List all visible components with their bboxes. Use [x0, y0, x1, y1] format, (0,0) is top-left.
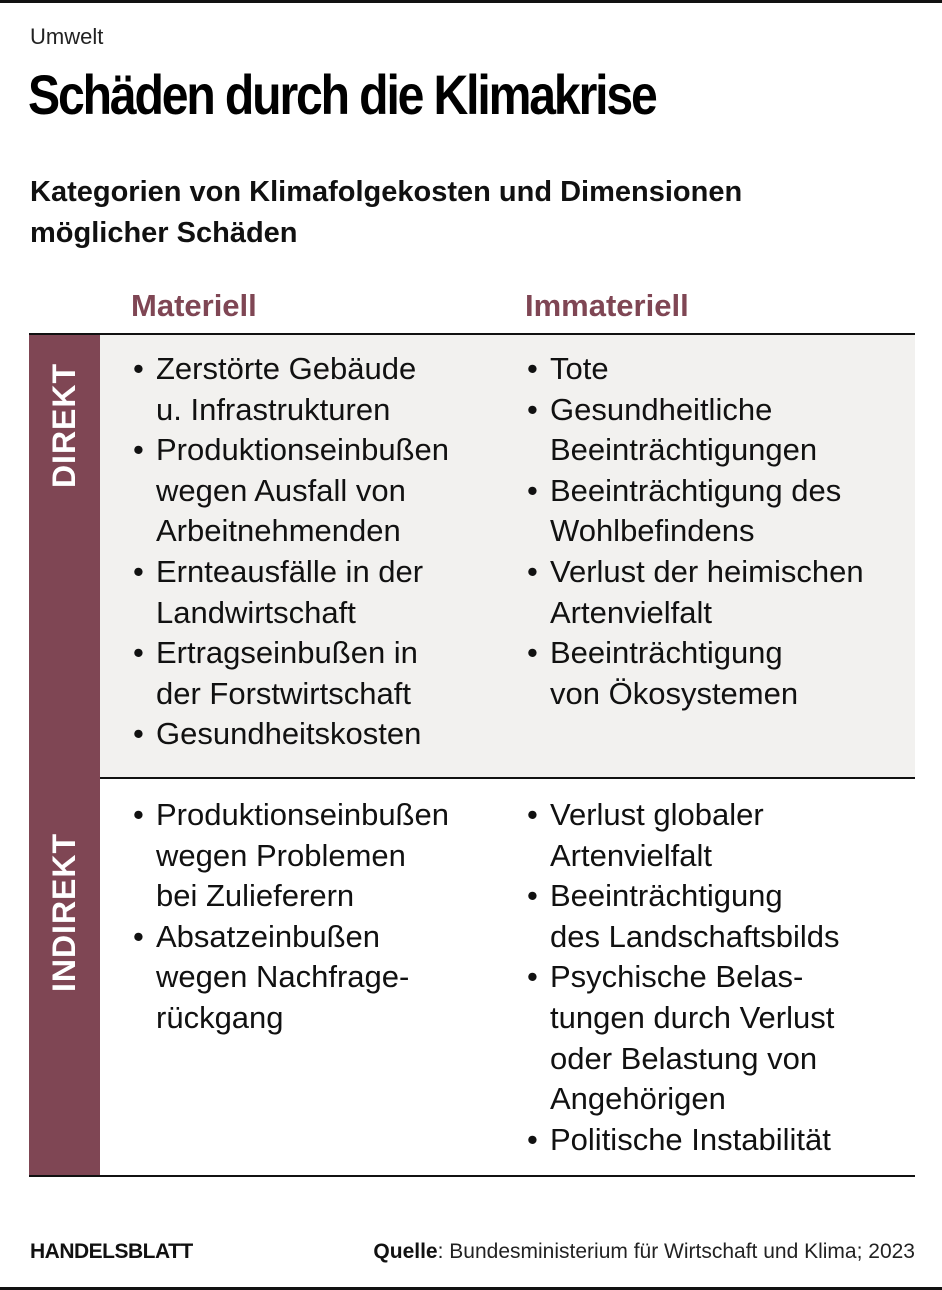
list-item	[525, 471, 864, 552]
subtitle-line: möglicher Schäden	[30, 217, 298, 249]
list-item-line: • Psychische Belas-	[550, 959, 804, 995]
list-item-line: des Landschaftsbilds	[550, 918, 840, 954]
list-item-line: Artenvielfalt	[550, 837, 712, 873]
list-item-line: rückgang	[156, 999, 284, 1035]
damage-matrix	[29, 333, 915, 1177]
cell-direct-immaterial	[525, 349, 864, 714]
list-item	[525, 349, 864, 390]
list-item	[525, 390, 864, 471]
list-item	[131, 714, 449, 755]
list-item-line: • Beeinträchtigung	[550, 635, 783, 671]
column-header-immaterial: Immateriell	[525, 288, 689, 323]
top-border	[0, 0, 942, 3]
list-item	[131, 349, 449, 430]
row-label-indirect	[29, 777, 100, 1175]
list-item-line: • Ernteausfälle in der	[156, 553, 424, 589]
source-text: : Bundesministerium für Wirtschaft und Klima; 2023	[437, 1240, 915, 1263]
page-title: Schäden durch die Klimakrise	[28, 63, 656, 126]
list-item-line: • Beeinträchtigung	[550, 878, 783, 914]
list-item	[131, 795, 449, 917]
list-item-line: Landwirtschaft	[156, 594, 356, 630]
source-label: Quelle	[373, 1240, 438, 1263]
source-note	[373, 1240, 915, 1264]
column-header-material: Materiell	[131, 288, 257, 323]
list-item	[525, 957, 840, 1119]
list-item-line: • Politische Instabilität	[550, 1121, 831, 1157]
list-item	[131, 633, 449, 714]
row-label-direct	[29, 335, 100, 777]
list-item-line: Artenvielfalt	[550, 594, 712, 630]
list-item-line: • Gesundheitskosten	[156, 716, 422, 752]
list-item	[525, 1120, 840, 1161]
list-item-line: • Produktionseinbußen	[156, 432, 449, 468]
list-item-line: • Tote	[550, 351, 609, 386]
list-item-line: oder Belastung von	[550, 1040, 818, 1076]
row-direct	[29, 335, 915, 777]
list-item-line: bei Zulieferern	[156, 878, 355, 914]
cell-indirect-immaterial	[525, 795, 840, 1160]
publisher-logo: HANDELSBLATT	[30, 1240, 193, 1263]
row-divider	[32, 777, 915, 779]
list-item-line: Angehörigen	[550, 1081, 726, 1117]
list-item-line: wegen Nachfrage-	[156, 959, 410, 995]
list-item-line: u. Infrastrukturen	[156, 391, 391, 427]
list-item-line: von Ökosystemen	[550, 675, 799, 711]
kicker-label: Umwelt	[30, 24, 104, 49]
list-item	[525, 795, 840, 876]
table-bottom-rule	[29, 1175, 915, 1177]
list-item-line: Wohlbefindens	[550, 513, 755, 549]
list-item	[525, 876, 840, 957]
list-item-line: • Verlust der heimischen	[550, 553, 864, 589]
list-item-line: • Produktionseinbußen	[156, 797, 449, 832]
list-item	[131, 552, 449, 633]
subtitle-line: Kategorien von Klimafolgekosten und Dimensionen	[30, 176, 743, 208]
subtitle	[30, 172, 910, 254]
row-indirect	[29, 777, 915, 1175]
cell-indirect-material	[131, 795, 449, 1039]
list-item-line: • Zerstörte Gebäude	[156, 351, 417, 386]
list-item-line: wegen Ausfall von	[156, 472, 406, 508]
list-item	[525, 552, 864, 633]
list-item	[525, 633, 864, 714]
row-label-text: INDIREKT	[46, 832, 83, 992]
list-item-line: Beeinträchtigungen	[550, 432, 818, 468]
list-item-line: • Verlust globaler	[550, 797, 764, 832]
list-item-line: Arbeitnehmenden	[156, 513, 401, 549]
cell-direct-material	[131, 349, 449, 755]
list-item	[131, 430, 449, 552]
list-item-line: • Gesundheitliche	[550, 391, 773, 427]
list-item-line: • Ertragseinbußen in	[156, 635, 418, 671]
row-label-text: DIREKT	[46, 362, 83, 488]
list-item-line: wegen Problemen	[156, 837, 406, 873]
list-item	[131, 917, 449, 1039]
list-item-line: • Beeinträchtigung des	[550, 472, 842, 508]
list-item-line: der Forstwirtschaft	[156, 675, 411, 711]
list-item-line: tungen durch Verlust	[550, 999, 835, 1035]
list-item-line: • Absatzeinbußen	[156, 918, 381, 954]
